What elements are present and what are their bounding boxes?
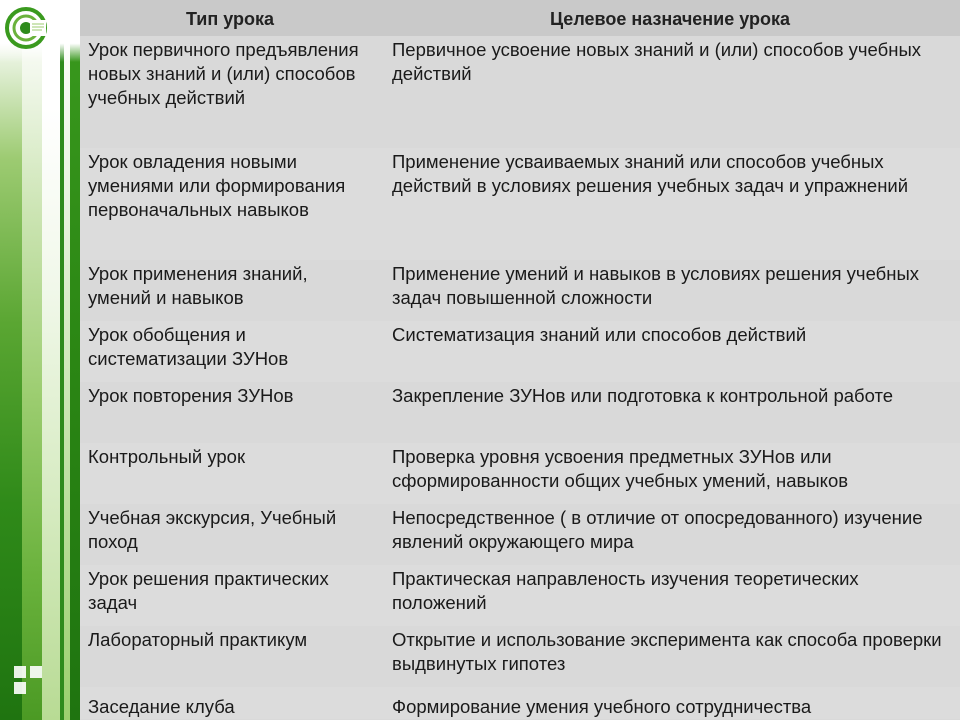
decorative-sidebar — [0, 0, 80, 720]
lesson-type-cell: Урок повторения ЗУНов — [80, 382, 380, 443]
table-row — [80, 504, 960, 565]
lesson-type-cell: Лабораторный практикум — [80, 626, 380, 687]
sidebar-stripe — [22, 0, 42, 720]
table-row — [80, 443, 960, 504]
lesson-purpose-cell: Формирование умения учебного сотрудничества — [380, 687, 960, 719]
lesson-type-cell: Контрольный урок — [80, 443, 380, 504]
lesson-purpose-cell: Применение умений и навыков в условиях решения учебных задач повышенной сложности — [380, 260, 960, 321]
table-row — [80, 626, 960, 687]
table-row — [80, 36, 960, 148]
lesson-purpose-cell: Закрепление ЗУНов или подготовка к контрольной работе — [380, 382, 960, 443]
lesson-purpose-cell: Первичное усвоение новых знаний и (или) способов учебных действий — [380, 36, 960, 148]
table-row — [80, 565, 960, 626]
lesson-purpose-cell: Практическая направленость изучения теоретических положений — [380, 565, 960, 626]
lesson-purpose-cell: Систематизация знаний или способов действий — [380, 321, 960, 382]
table-row — [80, 148, 960, 260]
lesson-purpose-cell: Непосредственное ( в отличие от опосредованного) изучение явлений окружающего мира — [380, 504, 960, 565]
lesson-type-cell: Учебная экскурсия, Учебный поход — [80, 504, 380, 565]
table-row — [80, 321, 960, 382]
circular-logo-icon — [4, 6, 48, 50]
lesson-type-cell: Заседание клуба — [80, 687, 380, 719]
lesson-purpose-cell: Проверка уровня усвоения предметных ЗУНов или сформированности общих учебных умений, навыков — [380, 443, 960, 504]
lesson-purpose-cell: Применение усваиваемых знаний или способов учебных действий в условиях решения учебных задач и упражнений — [380, 148, 960, 260]
square-shape — [14, 682, 26, 694]
column-header-purpose: Целевое назначение урока — [380, 0, 960, 36]
decorative-squares — [14, 666, 44, 696]
lesson-type-cell: Урок применения знаний, умений и навыков — [80, 260, 380, 321]
table-row — [80, 382, 960, 443]
sidebar-stripe — [70, 0, 80, 720]
lesson-types-table — [80, 0, 960, 719]
table-header-row — [80, 0, 960, 36]
lesson-type-cell: Урок решения практических задач — [80, 565, 380, 626]
square-shape — [14, 666, 26, 678]
lesson-type-cell: Урок первичного предъявления новых знаний и (или) способов учебных действий — [80, 36, 380, 148]
lesson-purpose-cell: Открытие и использование эксперимента как способа проверки выдвинутых гипотез — [380, 626, 960, 687]
lesson-type-cell: Урок овладения новыми умениями или формирования первоначальных навыков — [80, 148, 380, 260]
table-row — [80, 687, 960, 719]
column-header-type: Тип урока — [80, 0, 380, 36]
table-panel — [80, 0, 960, 720]
table-row — [80, 260, 960, 321]
lesson-type-cell: Урок обобщения и систематизации ЗУНов — [80, 321, 380, 382]
square-shape — [30, 666, 42, 678]
sidebar-stripe — [42, 0, 60, 720]
sidebar-stripe — [0, 0, 22, 720]
